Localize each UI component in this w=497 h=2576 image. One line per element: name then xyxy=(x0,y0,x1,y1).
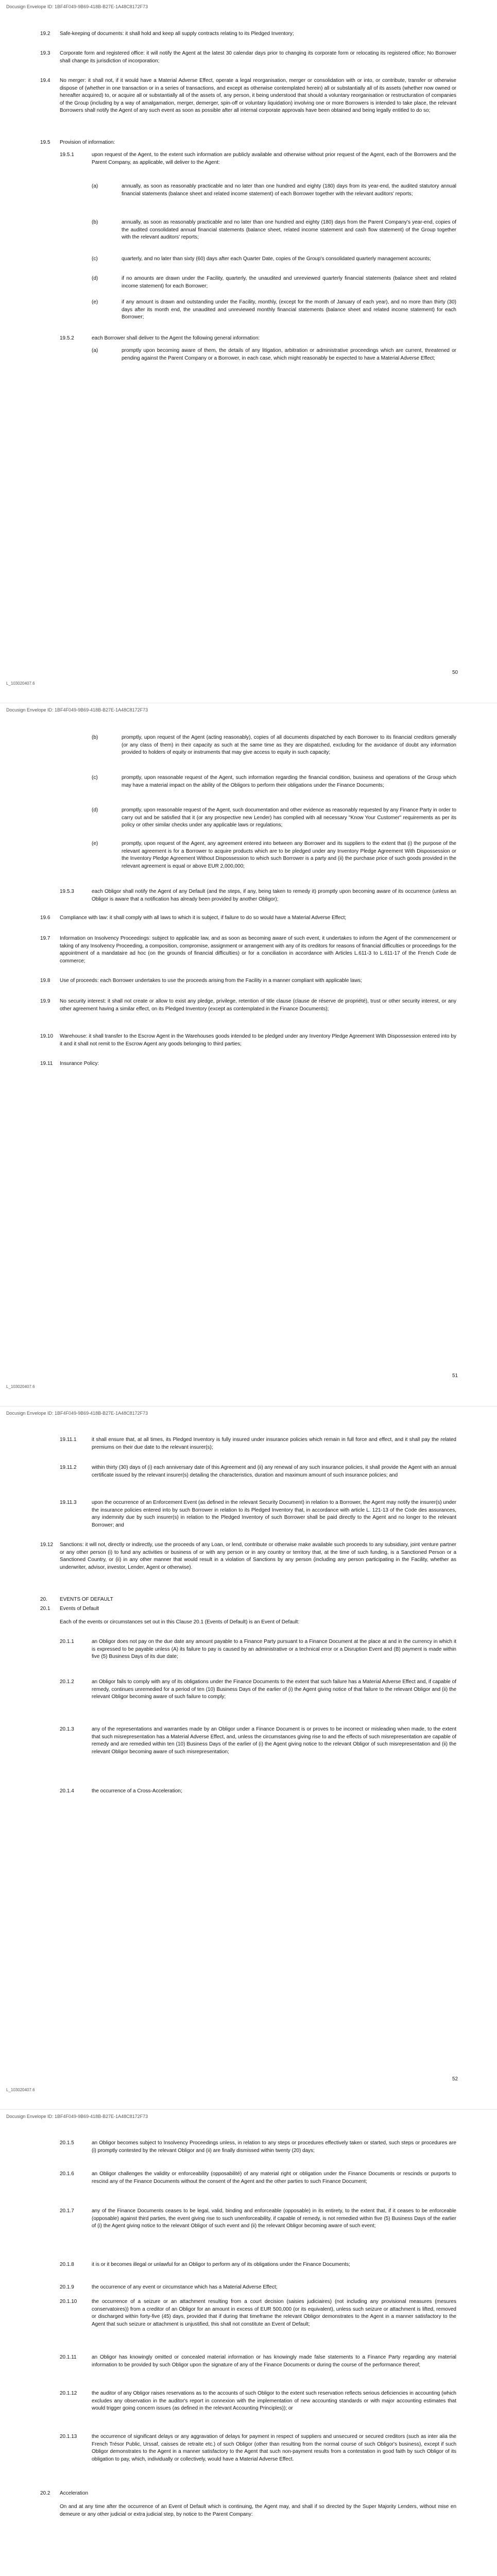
clause-text: Information on Insolvency Proceedings: subject to applicable law, and as soon as becoming aware of such event, it undertakes to inform the Agent of the commencement or taking of any Insolvency Proceeding, a composition, compromise, assignment or arrangement with any of its creditors for reasons of financial difficulties or proceedings for the appointment of a mandataire ad hoc (on the grounds of financial difficulties) or for a conciliation in accordance with Articles L.611-3 to L.611-17 of the French Code de commerce; xyxy=(60,936,456,964)
clause-number: 19.3 xyxy=(40,50,50,56)
clause-text: No merger: it shall not, if it would have a Material Adverse Effect, operate a legal reorganisation, merger or consolidation with or into, or contribute, transfer or otherwise dispose of (whether in one transaction or in a series of transactions, and except as otherwise contemplated herein) all or substantially all of its assets (whether now owned or hereafter acquired) to, or acquire all or substantially all of the assets of, any person, it being understood that should a voluntary reorganisation or restructuration of companies of the Group (including by a way of amalgamation, merger, demerger, spin-off or voluntary liquidation) involving one or more Borrowers is intended to take place, the relevant Borrowers shall notify the Agent of any such event as soon as possible after all internal corporate approvals have been obtained and being legally entitled to do so; xyxy=(60,78,456,114)
paragraph-letter: (c) xyxy=(92,256,98,262)
envelope-id: Docusign Envelope ID: 1BF4F049-9B69-418B-B27E-1A48C8172F73 xyxy=(6,2114,148,2119)
clause-text: the occurrence of a seizure or an attachment resulting from a court decision (saisies judiciaires) (not including any provisional measures (mesures conservatoires)) from a creditor of an Obligor for an amount in excess of EUR 500,000 (or its equivalent), unless such seizure or attachment is lifted, removed or discharged within forty-five (45) days, provided that if during that timeframe the relevant Obligor demonstrates to the Agent in a manner satisfactory to the Agent that such seizure or attachment is unjustified, this shall not constitute an Event of Default; xyxy=(92,2299,456,2327)
clause-number: 19.6 xyxy=(40,915,50,921)
clause-number: 20.1.9 xyxy=(60,2284,74,2290)
paragraph-text: if no amounts are drawn under the Facility, quarterly, the unaudited and unreviewed quarterly financial statements (balance sheet and related income statement) for each Borrower; xyxy=(122,276,456,289)
clause-number: 20.1 xyxy=(40,1606,50,1612)
clause-heading: Provision of information: xyxy=(60,140,115,145)
paragraph-text: promptly upon becoming aware of them, the details of any litigation, arbitration or administrative proceedings which are current, threatened or pending against the Parent Company or a Borrower, in each case, which might reasonably be expected to have a Material Adverse Effect; xyxy=(122,348,456,361)
clause-number: 20.1.8 xyxy=(60,2262,74,2267)
clause-number: 19.11.3 xyxy=(60,1500,77,1505)
clause-text: it shall ensure that, at all times, its Pledged Inventory is fully insured under insurance policies which remain in full force and effect, and it shall pay the related premiums on their due date to the relevant insurer(s); xyxy=(92,1437,456,1450)
clause-text: any of the representations and warranties made by an Obligor under a Finance Document is or proves to be incorrect or misleading when made, to the extent that such misrepresentation has a Material Adverse Effect, and, unless the circumstances giving rise to and the effects of such misrepresentation are capable of remedy and are remedied within ten (10) Business Days of the earlier of (i) the Agent giving notice to the relevant Obligor of such misrepresentation and (ii) the relevant Obligor becoming aware of such misrepresentation; xyxy=(92,1726,456,1755)
clause-number: 19.8 xyxy=(40,978,50,984)
section-heading: EVENTS OF DEFAULT xyxy=(60,1597,113,1602)
clause-text: an Obligor has knowingly omitted or concealed material information or has knowingly made false statements to a Finance Party regarding any material information to be provided by such Obligor upon the signature of any of the Finance Documents or during the course of the performance thereof; xyxy=(92,2354,456,2368)
clause-text: the occurrence of a Cross-Acceleration; xyxy=(92,1788,182,1794)
clause-number: 20.2 xyxy=(40,2490,50,2496)
paragraph-letter: (d) xyxy=(92,807,98,813)
clause-number: 19.11 xyxy=(40,1061,53,1066)
clause-number: 19.12 xyxy=(40,1542,54,1548)
clause-number: 19.5.1 xyxy=(60,152,74,158)
clause-text: upon the occurrence of an Enforcement Event (as defined in the relevant Security Document) in relation to a Borrower, the Agent may notify the insurer(s) under the insurance policies entered into by such Borrower in relation to its Pledged Inventory that, in accordance with article L. 121-13 of the Code des assurances, any indemnity due by such insurer(s) in relation to the Pledged Inventory of such Borrower shall be paid directly to the Agent and no longer to the relevant Borrower; and xyxy=(92,1500,456,1528)
clause-number: 19.4 xyxy=(40,78,50,83)
clause-text: each Borrower shall deliver to the Agent the following general information: xyxy=(92,335,260,341)
envelope-id: Docusign Envelope ID: 1BF4F049-9B69-418B-B27E-1A48C8172F73 xyxy=(6,1411,148,1416)
clause-number: 20.1.3 xyxy=(60,1726,74,1732)
clause-number: 20.1.4 xyxy=(60,1788,74,1794)
clause-number: 20.1.7 xyxy=(60,2208,74,2214)
clause-text: Warehouse: it shall transfer to the Escrow Agent in the Warehouses goods intended to be pledged under any Inventory Pledge Agreement With Dispossession entered into by it and it shall not remit to the Escrow Agent any goods belonging to third parties; xyxy=(60,1033,456,1047)
page-number: 52 xyxy=(452,2076,458,2082)
clause-text: any of the Finance Documents ceases to be legal, valid, binding and enforceable (opposable) in its entirety, to the extent that, if it ceases to be enforceable (opposable) against third parties, the event giving rise to such unenforceability, if capable of remedy, is not remedied within five (5) Business Days of the earlier of (i) the Agent giving notice to the relevant Obligor of such event and (ii) the relevant Obligor becoming aware of such event; xyxy=(92,2208,456,2229)
clause-text: an Obligor fails to comply with any of its obligations under the Finance Documents to the extent that such failure has a Material Adverse Effect and, if capable of remedy, continues unremedied for a period of ten (10) Business Days of the earlier of (i) the Agent giving notice of that failure to the relevant Obligor and (ii) the relevant Obligor becoming aware of such failure to comply; xyxy=(92,1679,456,1700)
paragraph-letter: (d) xyxy=(92,276,98,281)
document-page xyxy=(0,1406,497,2110)
clause-text: No security interest: it shall not create or allow to exist any pledge, privilege, retention of title clause (clause de réserve de propriété), trust or other security interest, or any other agreement having a similar effect, on its Pledged Inventory (except as contemplated in the Finance Documents); xyxy=(60,998,456,1012)
paragraph-text: annually, as soon as reasonably practicable and no later than one hundred and eighty (180) days from the Parent Company's year-end, copies of the audited consolidated annual financial statements (balance sheet, related income statement and cash flow statement) of the Group together with the relevant auditors' reports; xyxy=(122,219,456,241)
clause-text: On and at any time after the occurrence of an Event of Default which is continuing, the Agent may, and shall if so directed by the Super Majority Lenders, without mise en demeure or any other judicial or extra judicial step, by notice to the Parent Company: xyxy=(60,2504,456,2517)
paragraph-letter: (a) xyxy=(92,183,98,189)
clause-heading: Insurance Policy: xyxy=(60,1061,99,1066)
clause-number: 19.2 xyxy=(40,31,50,37)
clause-text: the auditor of any Obligor raises reservations as to the accounts of such Obligor to the extent such reservation reflects serious deficiencies in accounting (which excludes any observation in the auditor's report in connexion with the implementation of new accounting standards or with major accounting estimates that would trigger going concern issues (as defined in the relevant Accounting Principles)); or xyxy=(92,2391,456,2412)
paragraph-letter: (b) xyxy=(92,735,98,740)
clause-number: 19.5 xyxy=(40,140,50,145)
clause-heading: Acceleration xyxy=(60,2490,89,2496)
paragraph-text: quarterly, and no later than sixty (60) days after each Quarter Date, copies of the Group's consolidated quarterly management accounts; xyxy=(122,256,431,262)
paragraph-text: annually, as soon as reasonably practicable and no later than one hundred and eighty (180) days from its year-end, the audited statutory annual financial statements (balance sheet and related income statement) of each Borrower together with the relevant auditors' reports; xyxy=(122,183,456,197)
clause-number: 20.1.5 xyxy=(60,2140,74,2146)
envelope-id: Docusign Envelope ID: 1BF4F049-9B69-418B-B27E-1A48C8172F73 xyxy=(6,707,148,713)
clause-number: 19.10 xyxy=(40,1033,54,1039)
clause-text: Use of proceeds: each Borrower undertakes to use the proceeds arising from the Facility in a manner compliant with applicable laws; xyxy=(60,978,362,984)
clause-text: an Obligor becomes subject to Insolvency Proceedings unless, in relation to any steps or procedures effectively taken or started, such steps or procedures are (i) promptly contested by the relevant Obligor and (ii) are finally dismissed within twenty (20) days; xyxy=(92,2140,456,2154)
clause-text: it is or it becomes illegal or unlawful for an Obligor to perform any of its obligations under the Finance Documents; xyxy=(92,2262,350,2267)
clause-text: the occurrence of any event or circumstance which has a Material Adverse Effect; xyxy=(92,2284,278,2290)
clause-text: each Obligor shall notify the Agent of any Default (and the steps, if any, being taken to remedy it) promptly upon becoming aware of its occurrence (unless an Obligor is aware that a notification has already been provided by another Obligor); xyxy=(92,889,456,902)
clause-text: Safe-keeping of documents: it shall hold and keep all supply contracts relating to its Pledged Inventory; xyxy=(60,31,294,37)
clause-text: an Obligor challenges the validity or enforceability (opposabilité) of any material right or obligation under the Finance Documents or rescinds or purports to rescind any of the Finance Documents without the consent of the Agent and the other parties to such Finance Document; xyxy=(92,2171,456,2184)
clause-text: upon request of the Agent, to the extent such information are publicly available and otherwise without prior request of the Agent, each of the Borrowers and the Parent Company, as applicable, will deliver to the Agent: xyxy=(92,152,456,165)
clause-number: 19.11.1 xyxy=(60,1437,77,1443)
section-number: 20. xyxy=(40,1597,47,1602)
clause-number: 19.5.2 xyxy=(60,335,74,341)
clause-number: 20.1.11 xyxy=(60,2354,77,2360)
clause-text: Compliance with law: it shall comply with all laws to which it is subject, if failure to do so would have a Material Adverse Effect; xyxy=(60,915,347,921)
paragraph-letter: (e) xyxy=(92,299,98,305)
clause-number: 19.5.3 xyxy=(60,889,74,894)
paragraph-text: promptly, upon request of the Agent (acting reasonably), copies of all documents dispatched by each Borrower to its financial creditors generally (or any class of them) in their capacity as such at the same time as they are dispatched, excluding for the avoidance of doubt any information provided to holders of equity or instruments that may give access to equity in such capacity; xyxy=(122,735,456,756)
paragraph-text: promptly, upon reasonable request of the Agent, such documentation and other evidence as reasonably requested by any Finance Party in order to carry out and be satisfied that it (or any prospective new Lender) has complied with all necessary "Know Your Customer" requirements as per its policy or other similar checks under any applicable laws or regulations; xyxy=(122,807,456,828)
paragraph-text: promptly, upon reasonable request of the Agent, such information regarding the financial condition, business and operations of the Group which may have a material impact on the ability of the Obligors to perform their obligations under the Finance Documents; xyxy=(122,775,456,788)
clause-number: 20.1.1 xyxy=(60,1639,74,1645)
document-reference: L_103020407.6 xyxy=(6,1384,35,1389)
document-reference: L_103020407.6 xyxy=(6,2088,35,2092)
document-page xyxy=(0,0,497,703)
paragraph-text: promptly, upon request of the Agent, any agreement entered into between any Borrower and its suppliers to the extent that (i) the purpose of the relevant agreement is for a Borrower to acquire products which are to be pledged under any Inventory Pledge Agreement With Dispossession or the Inventory Pledge Agreement Without Dispossession to which such Borrower is a party and (ii) the purchase price of such goods provided in the relevant agreement is equal or above EUR 2,000,000; xyxy=(122,841,456,869)
page-number: 50 xyxy=(452,670,458,675)
clause-number: 19.11.2 xyxy=(60,1465,77,1470)
paragraph-text: if any amount is drawn and outstanding under the Facility, monthly, (except for the month of January of each year), and no more than thirty (30) days after its month end, the unaudited and unreviewed monthly financial statements (balance sheet and related income statement) for each Borrower; xyxy=(122,299,456,320)
clause-number: 19.9 xyxy=(40,998,50,1004)
envelope-id: Docusign Envelope ID: 1BF4F049-9B69-418B-B27E-1A48C8172F73 xyxy=(6,4,148,9)
paragraph-letter: (c) xyxy=(92,775,98,781)
clause-number: 19.7 xyxy=(40,936,50,941)
clause-text: Each of the events or circumstances set out in this Clause 20.1 (Events of Default) is an Event of Default: xyxy=(60,1619,300,1625)
document-page xyxy=(0,2110,497,2576)
clause-text: the occurrence of significant delays or any aggravation of delays for payment in respect of suppliers and unsecured or secured creditors (such as inter alia the French Trésor Public, Urssaf, caisses de retraite etc.) of such Obligor (other than resulting from the normal course of such Obligor's business), except if such Obligor demonstrates to the Agent in a manner satisfactory to the Agent that such non-payment results from a contestation in good faith by such Obligor of its obligation to pay, which, individually or collectively, would have a Material Adverse Effect. xyxy=(92,2434,456,2462)
clause-text: Sanctions: it will not, directly or indirectly, use the proceeds of any Loan, or lend, contribute or otherwise make available such proceeds to any subsidiary, joint venture partner or any other person (i) to fund any activities or business of or with any person or in any country or territory that, at the time of such funding, is a Sanctioned Person or a Sanctioned Country, or (ii) in any other manner that would result in a violation of Sanctions by any person (including any person participating in the Facility, whether as underwriter, advisor, investor, Lender, Agent or otherwise). xyxy=(60,1542,456,1570)
clause-number: 20.1.13 xyxy=(60,2434,77,2439)
document-page xyxy=(0,703,497,1406)
clause-heading: Events of Default xyxy=(60,1606,99,1612)
clause-text: an Obligor does not pay on the due date any amount payable to a Finance Party pursuant to a Finance Document at the place at and in the currency in which it is expressed to be payable unless (A) its failure to pay is caused by an administrative or a technical error or a Disruption Event and (B) payment is made within five (5) Business Days of its due date; xyxy=(92,1639,456,1660)
clause-number: 20.1.6 xyxy=(60,2171,74,2177)
paragraph-letter: (b) xyxy=(92,219,98,225)
clause-text: Corporate form and registered office: it will notify the Agent at the latest 30 calendar days prior to changing its corporate form or relocating its registered office; No Borrower shall change its jurisdiction of incorporation; xyxy=(60,50,456,64)
paragraph-letter: (e) xyxy=(92,841,98,846)
clause-number: 20.1.10 xyxy=(60,2299,77,2304)
document-reference: L_103020407.6 xyxy=(6,681,35,686)
clause-number: 20.1.2 xyxy=(60,1679,74,1685)
clause-number: 20.1.12 xyxy=(60,2391,77,2396)
paragraph-letter: (a) xyxy=(92,348,98,353)
clause-text: within thirty (30) days of (i) each anniversary date of this Agreement and (ii) any renewal of any such insurance policies, it shall provide the Agent with an annual certificate issued by the relevant insurer(s) detailing the characteristics, duration and maximum amount of such insurance policies; and xyxy=(92,1465,456,1478)
page-number: 51 xyxy=(452,1373,458,1379)
